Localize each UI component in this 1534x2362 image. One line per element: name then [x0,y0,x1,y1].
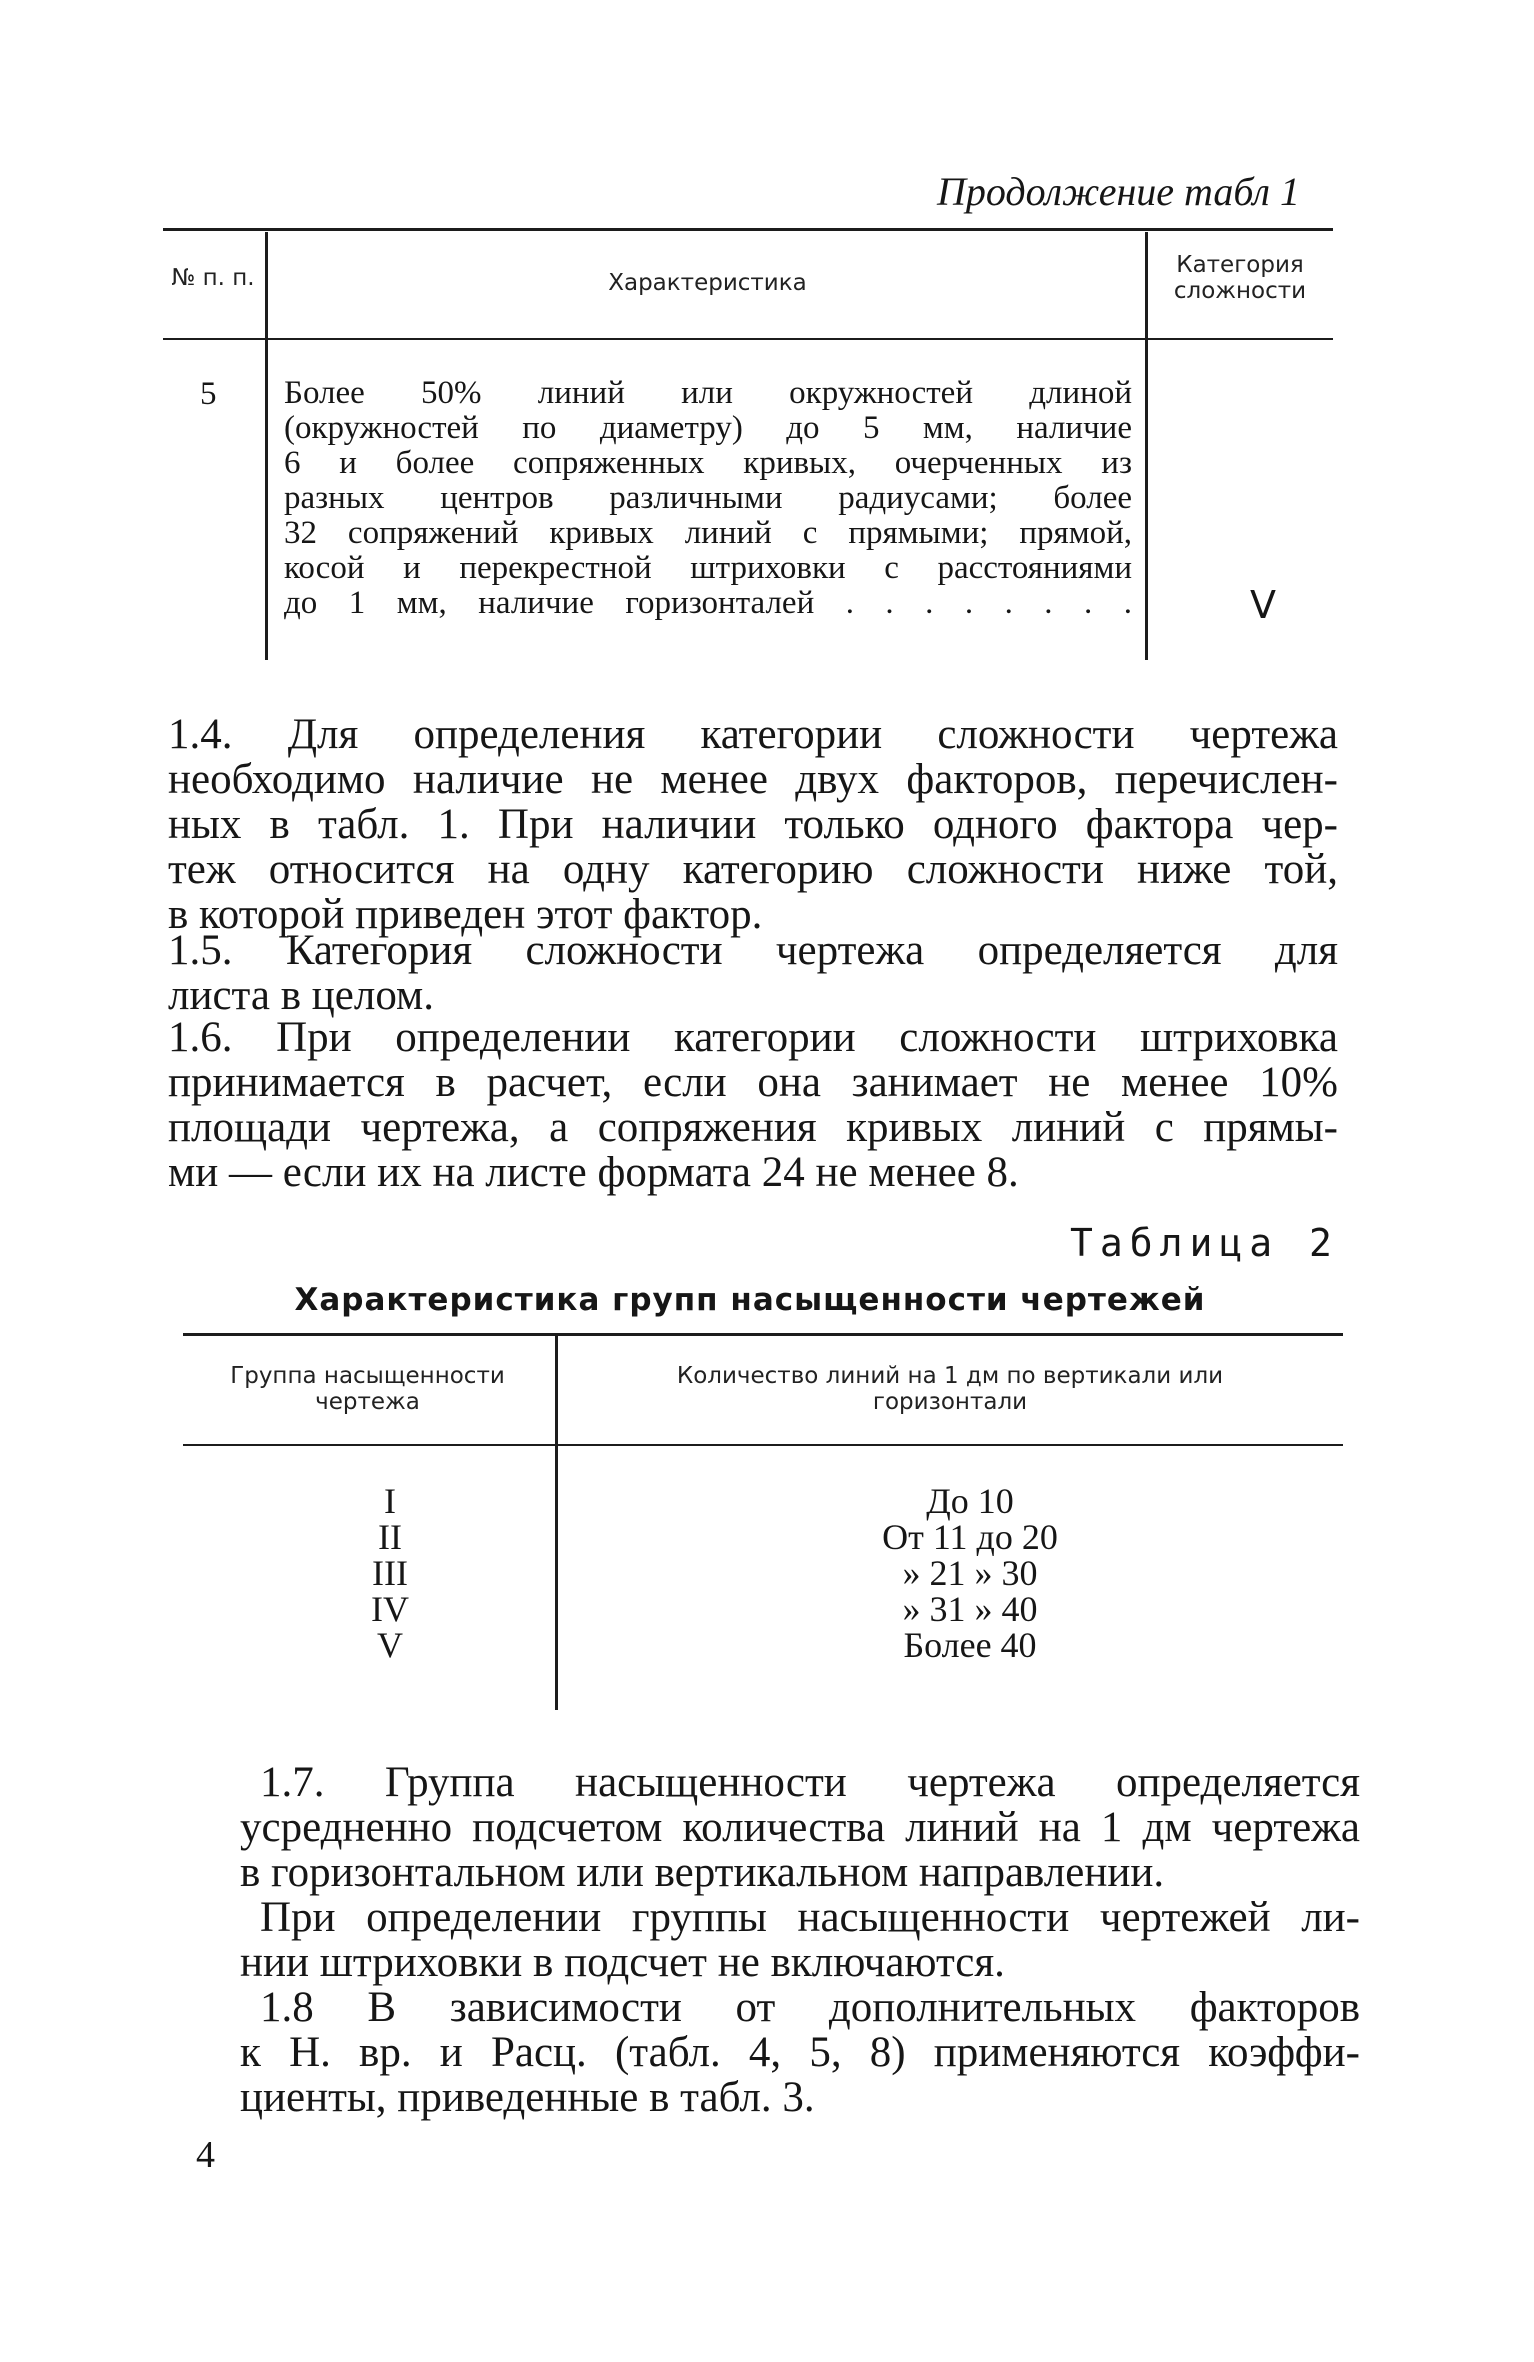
table-2-group-column [340,1483,440,1663]
table-1-text-line: косой и перекрестной штриховки с расстояниями [284,550,1132,586]
table-1-divider-right [1145,232,1148,660]
paragraph-line: нии штриховки в подсчет не включаются. [240,1939,1005,1986]
table-1-text-line: (окружностей по диаметру) до 5 мм, наличие [284,410,1132,446]
table-2-count-cell: » 31 » 40 [902,1589,1038,1629]
table-1-header-rule [163,338,1333,340]
table-2-header-rule [183,1444,1343,1446]
paragraph-line: принимается в расчет, если она занимает не менее 10% [168,1059,1338,1106]
paragraph-line: ных в табл. 1. При наличии только одного фактора чер- [168,801,1338,848]
table-1-row-text [284,376,1132,621]
paragraph-line: ми — если их на листе формата 24 не менее 8. [168,1149,1019,1196]
paragraph-line: усредненно подсчетом количества линий на 1 дм чертежа [240,1804,1360,1851]
table-2-group-cell: I [384,1481,396,1521]
table-2-title: Характеристика групп насыщенности чертежей [294,1282,1206,1318]
table-2-header-count: Количество линий на 1 дм по вертикали или горизонтали [676,1363,1224,1415]
table-1-header-characteristic: Характеристика [608,270,807,296]
table-2-group-cell: III [372,1553,408,1593]
table-2-count-cell: » 21 » 30 [902,1553,1038,1593]
paragraph-line: 1.4. Для определения категории сложности чертежа [168,711,1338,758]
table-2-top-rule [183,1333,1343,1336]
table-1-text-line: 6 и более сопряженных кривых, очерченных из [284,445,1132,481]
paragraph-line: циенты, приведенные в табл. 3. [240,2074,815,2121]
table-2-header-group: Группа насыщенности чертежа [230,1363,505,1415]
table-1-header-category: Категория сложности [1173,252,1307,304]
paragraph-1-8 [240,1985,1360,2120]
paragraph-1-4 [168,712,1338,937]
table-1-row-category: V [1250,583,1276,627]
table-2-group-cell: IV [371,1589,409,1629]
table-2-count-cell: До 10 [926,1481,1014,1521]
table-1-top-rule [163,228,1333,231]
table-1-header-num: № п. п. [171,265,255,291]
paragraph-line: 1.8 В зависимости от дополнительных факторов [260,1984,1360,2031]
table-2-label: Таблица 2 [1070,1221,1339,1265]
paragraph-line: необходимо наличие не менее двух факторов, перечислен- [168,756,1338,803]
paragraph-line: к Н. вр. и Расц. (табл. 4, 5, 8) применяются коэффи- [240,2029,1360,2076]
table-2-divider [555,1336,558,1710]
table-2-group-cell: II [378,1517,402,1557]
table-2-count-cell: От 11 до 20 [882,1517,1058,1557]
table-1-text-line: разных центров различными радиусами; более [284,480,1132,516]
paragraph-line: теж относится на одну категорию сложности ниже той, [168,846,1338,893]
paragraph-1-6 [168,1015,1338,1195]
paragraph-1-5 [168,928,1338,1018]
paragraph-line: 1.7. Группа насыщенности чертежа определяется [260,1759,1360,1806]
table-2-count-column [820,1483,1120,1663]
paragraph-line: листа в целом. [168,972,434,1019]
table-1-divider-left [265,232,268,660]
paragraph-line: При определении группы насыщенности чертежей ли- [260,1894,1360,1941]
table-1-text-line: 32 сопряжений кривых линий с прямыми; прямой, [284,515,1132,551]
page-number: 4 [196,2134,215,2176]
paragraph-line: площади чертежа, а сопряжения кривых линий с прямы- [168,1104,1338,1151]
paragraph-line: в горизонтальном или вертикальном направлении. [240,1849,1165,1896]
table-1-text-line: Более 50% линий или окружностей длиной [284,375,1132,411]
table-2-group-cell: V [377,1625,403,1665]
table-1-row-number: 5 [200,376,217,412]
table-2-count-cell: Более 40 [903,1625,1037,1665]
paragraph-line: в которой приведен этот фактор. [168,891,763,938]
paragraph-1-7 [240,1760,1360,1985]
table-1-text-line: до 1 мм, наличие горизонталей . . . . . . . . [284,585,1132,621]
paragraph-line: 1.6. При определении категории сложности штриховка [168,1014,1338,1061]
paragraph-line: 1.5. Категория сложности чертежа определяется для [168,927,1338,974]
continuation-title: Продолжение табл 1 [936,169,1300,214]
